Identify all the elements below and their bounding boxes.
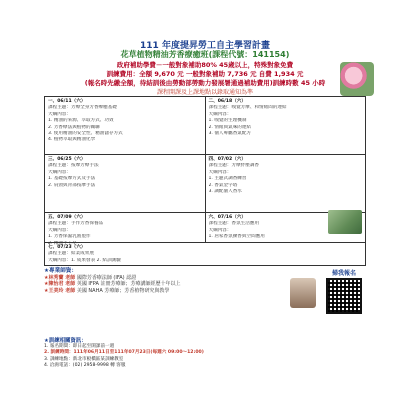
teacher-name: ★陳怡君 老師: [44, 281, 76, 288]
session-date: 六、07/16（六）: [208, 215, 246, 220]
session-line: 4. 植物萃取與精油化學: [48, 137, 96, 143]
session-line: 大綱內容：: [48, 111, 71, 117]
session-date: 五、07/09（六）: [48, 215, 86, 220]
teacher-name: ★林秀蘭 老師: [44, 274, 76, 281]
session-line: 課程主題：香氛生活應用: [208, 221, 260, 227]
info-line: 2. 訓練時間：111年06月11日至111年07月23日(每週六 09:00～12:00): [44, 350, 204, 356]
course-subtitle: 花草植物精油芳香療癒班(課程代號：141154): [120, 50, 290, 59]
session-line: 大綱內容：: [48, 227, 71, 233]
schedule-cell: [45, 213, 206, 246]
session-line: 課程主題：芳療紓壓調香: [208, 163, 260, 169]
session-date: 二、06/18（六）: [208, 99, 246, 104]
teachers-heading: ★專業師資：: [44, 268, 77, 274]
session-line: 2. 情緒與氣味的連結: [208, 124, 252, 130]
info-line: 4. 洽詢電話：(02) 2958-9998 轉 客服: [44, 362, 126, 368]
session-line: 2. 芳香療法與植物的關聯: [48, 124, 100, 130]
fee-line: 訓練費用：全額 9,670 元 一般對象補助 7,736 元 自費 1,934 元: [106, 70, 304, 78]
info-line: 3. 訓練地點：新北市板橋區某訓練教室: [44, 356, 124, 362]
schedule-cell: [45, 155, 206, 212]
teacher-detail: 國際芳香療法師 (IFA) 認證: [76, 274, 137, 281]
schedule-row: [45, 155, 365, 213]
info-line: 1. 報名期間：即日起至開課前一週: [44, 344, 115, 350]
session-line: 1. 芳香保濕乳液製作: [48, 234, 91, 240]
teacher-entry: [44, 288, 366, 295]
session-line: 1. 嗅覺的生理機制: [208, 118, 247, 124]
session-line: 課程主題：按摩芳療手法: [48, 163, 99, 169]
session-line: 3. 個人專屬香氣配方: [208, 131, 252, 137]
session-line: 課程主題：手作芳香保養品: [48, 221, 104, 227]
schedule-row: [45, 213, 365, 246]
signup-label: 掃我報名: [331, 270, 356, 277]
session-line: 2. 肩頸與背部按摩手法: [48, 182, 96, 188]
teacher-photo: [290, 278, 316, 308]
page-title: 111 年度提昇勞工自主學習計畫: [140, 41, 270, 51]
session-line: 3. 調配個人香水: [208, 189, 242, 195]
session-line: 1. 基礎按摩方式及手法: [48, 176, 96, 182]
session-line: 課程主題：嗅覺芳療、和情緒間的連結: [208, 105, 287, 111]
schedule-cell: [45, 240, 365, 265]
session-line: 2. 香氣金字塔: [208, 182, 238, 188]
session-line: 3. 使用精油的安全性、精油儲存方式: [48, 131, 123, 137]
session-line: 大綱內容：: [208, 111, 232, 117]
schedule-row: [45, 97, 365, 155]
session-line: 大綱內容：: [208, 169, 232, 175]
session-line: 大綱內容：: [208, 227, 232, 233]
location-note: 課程開課及上課地點以錄取通知為準: [156, 89, 253, 96]
schedule-row: [45, 240, 365, 265]
session-line: 大綱內容：: [48, 169, 71, 175]
payment-note: (報名時先繳全額，待結訓後由勞動部勞動力發展署通過補助費用)訓練時數 45 小時: [84, 79, 326, 87]
session-line: 2. 精油手工皂: [48, 240, 77, 246]
teacher-detail: 英國 IFPA 註冊芳療師；芳療講師經歷十年以上: [76, 281, 181, 288]
session-date: 三、06/25（六）: [48, 157, 86, 162]
session-line: 課程主題：芳療全身芳香療癒基礎: [48, 105, 117, 111]
teachers-section: [44, 268, 366, 294]
schedule-cell: [45, 97, 206, 154]
teacher-entry: [44, 281, 366, 288]
session-date: 一、06/11（六）: [48, 99, 86, 104]
schedule-cell: [206, 97, 366, 154]
flower-photo: [340, 62, 374, 96]
session-line: 1. 精油的來源、萃取方式、功效: [48, 118, 114, 124]
session-line: 課程主題：結業成果展: [48, 251, 94, 257]
teacher-name: ★王美玲 老師: [44, 287, 76, 294]
course-schedule-table: [44, 96, 366, 266]
class-photo: [328, 210, 362, 234]
subsidy-line: 政府補助學費－一般對象補助80% 45歲以上，特殊對象免費: [116, 61, 294, 69]
session-date: 七、07/23（六）: [48, 245, 86, 250]
session-date: 四、07/02（六）: [208, 157, 246, 162]
teacher-detail: 美國 NAHA 芳療師；芳香植物研究與教學: [76, 287, 170, 294]
info-heading: ★訓練相關資訊：: [44, 338, 87, 344]
session-line: 大綱內容：1. 成果發表 2. 結訓測驗: [48, 257, 121, 263]
session-line: 1. 主題式調香練習: [208, 176, 247, 182]
schedule-cell: [206, 155, 366, 212]
training-info: [44, 338, 366, 369]
qr-code-icon[interactable]: [326, 278, 362, 314]
session-line: 1. 居家香氛擴香與空間應用: [208, 234, 265, 240]
